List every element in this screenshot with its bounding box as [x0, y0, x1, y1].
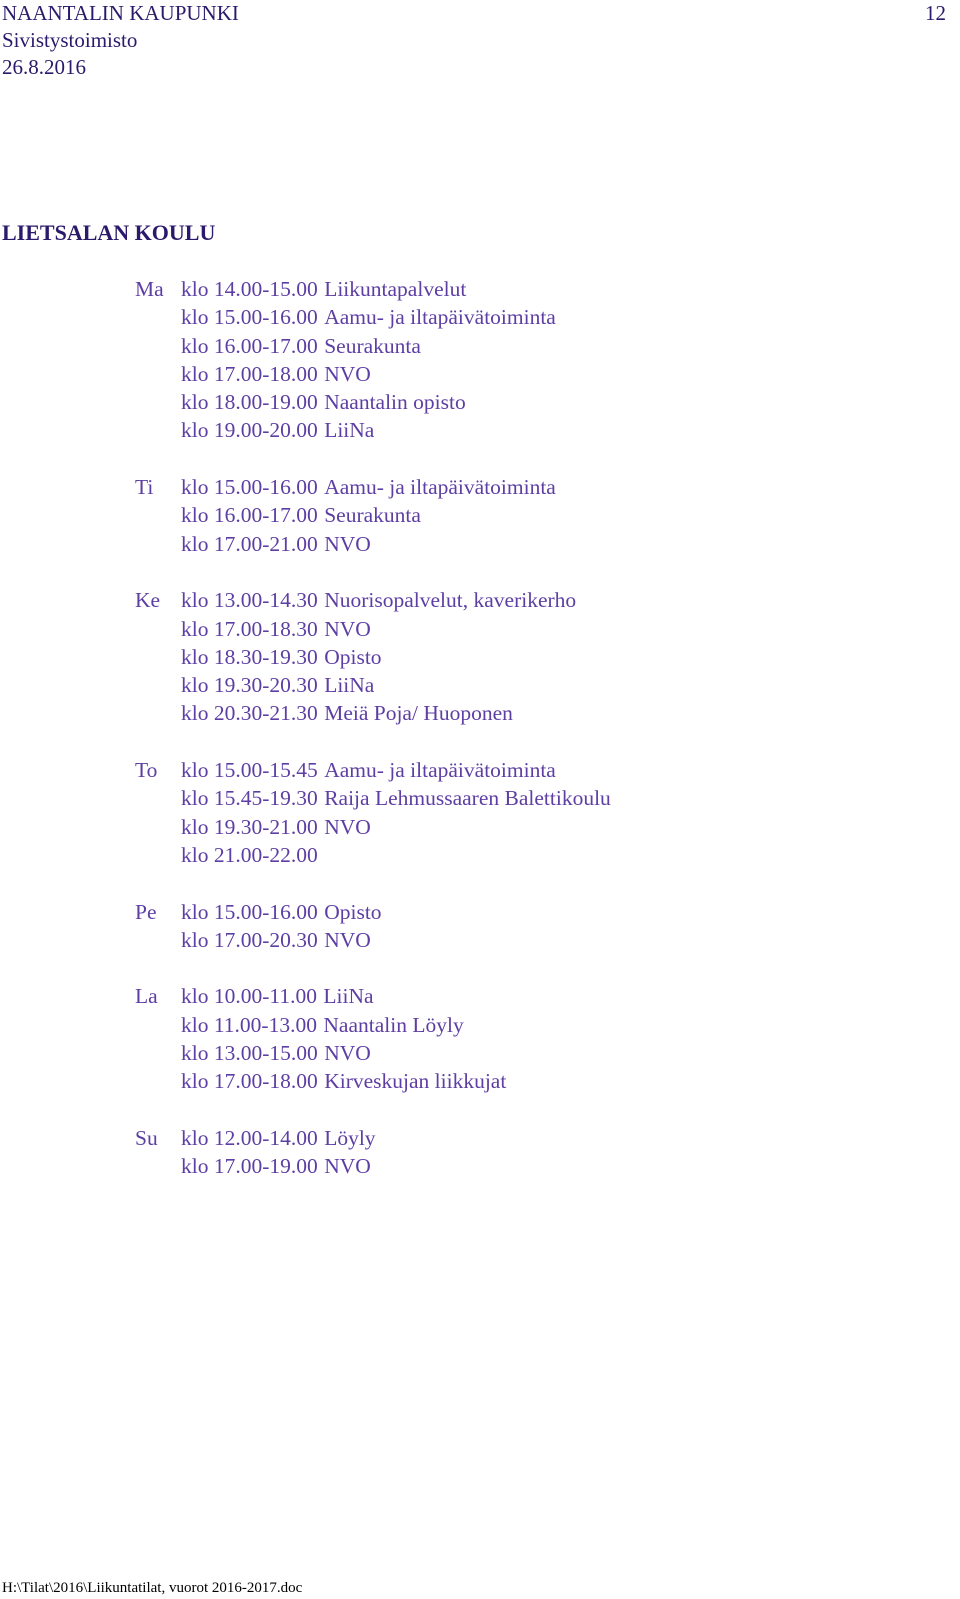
day-label — [135, 1039, 181, 1067]
day-group-pe — [135, 898, 611, 955]
activity-name: Liikuntapalvelut — [324, 277, 467, 301]
schedule-row — [135, 360, 611, 388]
time-slot: klo 19.30-20.30 — [181, 673, 318, 698]
schedule-row — [135, 530, 611, 558]
schedule-row — [135, 275, 611, 303]
activity-name: Nuorisopalvelut, kaverikerho — [324, 588, 577, 613]
schedule-row — [135, 1039, 611, 1067]
time-slot: klo 15.45-19.30 — [181, 786, 318, 811]
time-slot: klo 19.00-20.00 — [181, 418, 318, 443]
schedule-row — [135, 982, 611, 1010]
schedule-row — [135, 586, 611, 614]
schedule-row — [135, 1152, 611, 1180]
time-slot: klo 19.30-21.00 — [181, 814, 318, 839]
document-header — [2, 0, 946, 81]
schedule-row — [135, 813, 611, 841]
activity-name: NVO — [324, 361, 371, 386]
time-slot: klo 17.00-19.00 — [181, 1154, 318, 1179]
day-label — [135, 388, 181, 416]
day-group-ma — [135, 275, 611, 445]
activity-name: NVO — [324, 1041, 371, 1066]
time-slot: klo 10.00-11.00 — [181, 984, 317, 1009]
activity-name: Aamu- ja iltapäivätoiminta — [324, 758, 556, 783]
day-label: Ti — [135, 475, 154, 500]
day-label — [135, 1067, 181, 1095]
activity-name: Löyly — [324, 1125, 376, 1150]
schedule-row — [135, 926, 611, 954]
page-number: 12 — [925, 1, 946, 25]
time-slot: klo 21.00-22.00 — [181, 842, 318, 867]
day-label: Ma — [135, 277, 164, 301]
time-slot: klo 16.00-17.00 — [181, 333, 318, 358]
day-label — [135, 303, 181, 331]
activity-name: NVO — [324, 814, 371, 839]
schedule-row — [135, 841, 611, 869]
schedule-row — [135, 699, 611, 727]
day-group-ke — [135, 586, 611, 727]
weekly-schedule — [135, 275, 611, 1209]
activity-name: Kirveskujan liikkujat — [324, 1069, 507, 1094]
time-slot: klo 17.00-20.30 — [181, 927, 318, 952]
day-label — [135, 841, 181, 869]
activity-name: Raija Lehmussaaren Balettikoulu — [324, 786, 611, 811]
day-label: Su — [135, 1125, 158, 1150]
time-slot: klo 11.00-13.00 — [181, 1012, 317, 1037]
schedule-row — [135, 388, 611, 416]
schedule-row — [135, 303, 611, 331]
schedule-row — [135, 501, 611, 529]
schedule-row — [135, 898, 611, 926]
department-name: Sivistystoimisto — [2, 28, 138, 52]
schedule-row — [135, 671, 611, 699]
activity-name: Naantalin Löyly — [323, 1012, 464, 1037]
activity-name: Seurakunta — [324, 333, 421, 358]
day-label — [135, 416, 181, 444]
day-group-la — [135, 982, 611, 1095]
time-slot: klo 20.30-21.30 — [181, 701, 318, 726]
time-slot: klo 13.00-15.00 — [181, 1041, 318, 1066]
schedule-row — [135, 1124, 611, 1152]
day-label: Pe — [135, 899, 157, 924]
activity-name: LiiNa — [324, 418, 375, 443]
time-slot: klo 16.00-17.00 — [181, 503, 318, 528]
day-label — [135, 615, 181, 643]
day-label — [135, 813, 181, 841]
time-slot: klo 15.00-16.00 — [181, 305, 318, 330]
activity-name: NVO — [324, 616, 371, 641]
time-slot: klo 12.00-14.00 — [181, 1125, 318, 1150]
day-label — [135, 671, 181, 699]
activity-name: Opisto — [324, 644, 382, 669]
day-label: To — [135, 758, 158, 783]
schedule-row — [135, 784, 611, 812]
day-label — [135, 1011, 181, 1039]
schedule-row — [135, 1067, 611, 1095]
day-group-ti — [135, 473, 611, 558]
day-group-to — [135, 756, 611, 869]
time-slot: klo 15.00-16.00 — [181, 899, 318, 924]
activity-name: NVO — [324, 531, 371, 556]
day-group-su — [135, 1124, 611, 1181]
time-slot: klo 17.00-18.30 — [181, 616, 318, 641]
activity-name: LiiNa — [324, 673, 375, 698]
time-slot: klo 18.30-19.30 — [181, 644, 318, 669]
day-label — [135, 784, 181, 812]
time-slot: klo 17.00-18.00 — [181, 361, 318, 386]
day-label — [135, 926, 181, 954]
school-title: LIETSALAN KOULU — [2, 220, 216, 245]
time-slot: klo 15.00-16.00 — [181, 475, 318, 500]
day-label — [135, 643, 181, 671]
schedule-row — [135, 416, 611, 444]
day-label — [135, 501, 181, 529]
file-path-footer: H:\Tilat\2016\Liikuntatilat, vuorot 2016-2017.doc — [2, 1580, 303, 1596]
organization-name: NAANTALIN KAUPUNKI — [2, 1, 239, 25]
activity-name: Naantalin opisto — [324, 390, 466, 415]
time-slot: klo 15.00-15.45 — [181, 758, 318, 783]
activity-name: NVO — [324, 927, 371, 952]
time-slot: klo 13.00-14.30 — [181, 588, 318, 613]
day-label — [135, 1152, 181, 1180]
document-date: 26.8.2016 — [2, 55, 86, 79]
day-label — [135, 530, 181, 558]
activity-name: Opisto — [324, 899, 382, 924]
time-slot: klo 17.00-21.00 — [181, 531, 318, 556]
schedule-row — [135, 473, 611, 501]
activity-name: Aamu- ja iltapäivätoiminta — [324, 305, 556, 330]
activity-name: LiiNa — [323, 984, 374, 1009]
day-label: Ke — [135, 588, 161, 613]
activity-name: Aamu- ja iltapäivätoiminta — [324, 475, 556, 500]
time-slot: klo 17.00-18.00 — [181, 1069, 318, 1094]
schedule-row — [135, 332, 611, 360]
activity-name: Seurakunta — [324, 503, 421, 528]
activity-name: NVO — [324, 1154, 371, 1179]
day-label — [135, 332, 181, 360]
schedule-row — [135, 643, 611, 671]
activity-name: Meiä Poja/ Huoponen — [324, 701, 513, 726]
day-label — [135, 360, 181, 388]
time-slot: klo 14.00-15.00 — [181, 277, 318, 301]
day-label: La — [135, 984, 158, 1009]
schedule-row — [135, 1011, 611, 1039]
day-label — [135, 699, 181, 727]
time-slot: klo 18.00-19.00 — [181, 390, 318, 415]
schedule-row — [135, 615, 611, 643]
spacer — [318, 841, 324, 869]
schedule-row — [135, 756, 611, 784]
